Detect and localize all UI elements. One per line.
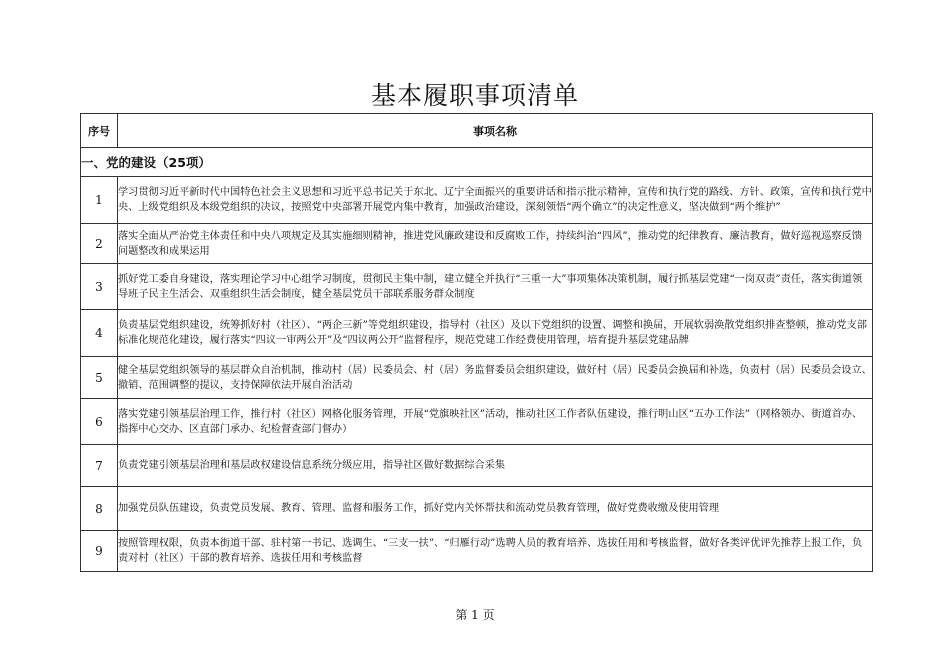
row-text: 学习贯彻习近平新时代中国特色社会主义思想和习近平总书记关于东北、辽宁全面振兴的重要讲话和指示批示精神，宣传和执行党的路线、方针、政策，宣传和执行党中央、上级党组织及本级党组织的决议，按照党中央部署开展党内集中教育，加强政治建设，深刻领悟“两个确立”的决定性意义，坚决做到“两个维护” — [118, 177, 873, 224]
row-text: 负责党建引领基层治理和基层政权建设信息系统分级应用，指导社区做好数据综合采集 — [118, 445, 873, 487]
row-number: 9 — [81, 531, 118, 572]
header-number: 序号 — [81, 114, 118, 148]
page-number: 第 1 页 — [455, 608, 495, 622]
row-number: 6 — [81, 399, 118, 445]
table-row — [81, 531, 873, 572]
table-row — [81, 310, 873, 357]
row-number: 3 — [81, 264, 118, 310]
row-number: 5 — [81, 357, 118, 399]
table-row — [81, 445, 873, 487]
row-text: 加强党员队伍建设，负责党员发展、教育、管理、监督和服务工作，抓好党内关怀帮扶和流动党员教育管理，做好党费收缴及使用管理 — [118, 487, 873, 531]
table-row — [81, 399, 873, 445]
row-number: 8 — [81, 487, 118, 531]
table-row — [81, 224, 873, 264]
header-name: 事项名称 — [118, 114, 873, 148]
table-row — [81, 487, 873, 531]
row-number: 1 — [81, 177, 118, 224]
table-header-row — [81, 114, 873, 148]
row-text: 落实全面从严治党主体责任和中央八项规定及其实施细则精神，推进党风廉政建设和反腐败工作，持续纠治“四风”，推动党的纪律教育、廉洁教育，做好巡视巡察反馈问题整改和成果运用 — [118, 224, 873, 264]
section-row — [81, 148, 873, 177]
row-number: 4 — [81, 310, 118, 357]
row-text: 抓好党工委自身建设，落实理论学习中心组学习制度，贯彻民主集中制，建立健全并执行“三重一大”事项集体决策机制，履行抓基层党建“一岗双责”责任，落实街道领导班子民主生活会、双重组织生活会制度，健全基层党员干部联系服务群众制度 — [118, 264, 873, 310]
row-text: 负责基层党组织建设，统筹抓好村（社区）、“两企三新”等党组织建设，指导村（社区）及以下党组织的设置、调整和换届，开展软弱涣散党组织排查整顿，推动党支部标准化规范化建设，履行落实“四议一审两公开”及“四议两公开”监督程序，规范党建工作经费使用管理，培育提升基层党建品牌 — [118, 310, 873, 357]
section-title: 一、党的建设（25项） — [81, 148, 873, 177]
row-number: 7 — [81, 445, 118, 487]
duty-list-table — [80, 113, 873, 572]
row-number: 2 — [81, 224, 118, 264]
row-text: 按照管理权限，负责本街道干部、驻村第一书记、选调生、“三支一扶”、“归雁行动”选聘人员的教育培养、选拔任用和考核监督，做好各类评优评先推荐上报工作，负责对村（社区）干部的教育培养、选拔任用和考核监督 — [118, 531, 873, 572]
table-row — [81, 177, 873, 224]
table-row — [81, 357, 873, 399]
row-text: 健全基层党组织领导的基层群众自治机制，推动村（居）民委员会、村（居）务监督委员会组织建设，做好村（居）民委员会换届和补选，负责村（居）民委员会设立、撤销、范围调整的提议，支持保障依法开展自治活动 — [118, 357, 873, 399]
row-text: 落实党建引领基层治理工作，推行村（社区）网格化服务管理，开展“党旗映社区”活动，推动社区工作者队伍建设，推行明山区“五办工作法”（网格领办、街道首办、指挥中心交办、区直部门承办、纪检督查部门督办） — [118, 399, 873, 445]
document-title: 基本履职事项清单 — [370, 81, 579, 110]
table-row — [81, 264, 873, 310]
